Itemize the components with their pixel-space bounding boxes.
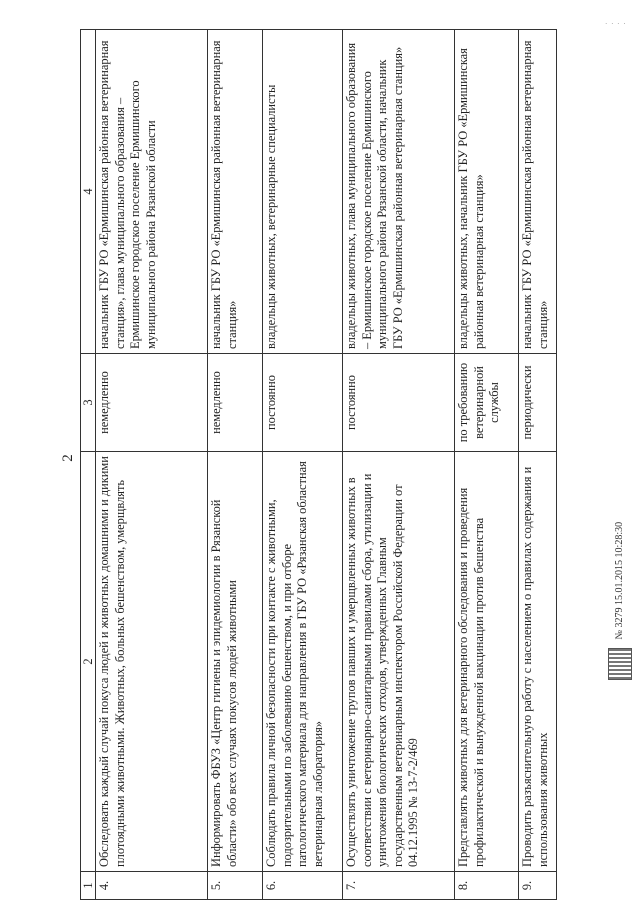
table-row xyxy=(343,30,455,900)
column-header-4: 4 xyxy=(81,30,96,354)
table-header-row xyxy=(81,30,96,900)
row-responsible: начальник ГБУ РО «Ермишинская районная ветеринарная станция» xyxy=(519,30,557,354)
row-number: 6. xyxy=(263,872,343,900)
row-responsible: владельцы животных, начальник ГБУ РО «Ермишинская районная ветеринарная станция» xyxy=(455,30,519,354)
row-number: 5. xyxy=(208,872,263,900)
page-number: 2 xyxy=(60,454,76,462)
column-header-2: 2 xyxy=(81,452,96,872)
row-number: 4. xyxy=(96,872,208,900)
row-action: Обследовать каждый случай покуса людей и животных домашними и дикими плотоядными животными. Животных, больных бешенством, умерщвлять xyxy=(96,452,208,872)
row-responsible: начальник ГБУ РО «Ермишинская районная ветеринарная станция» xyxy=(208,30,263,354)
measures-table xyxy=(80,29,557,900)
rotated-page xyxy=(80,30,575,900)
row-action: Представлять животных для ветеринарного обследования и проведения профилактической и вынужденной вакцинации против бешенства xyxy=(455,452,519,872)
row-term: немедленно xyxy=(96,354,208,452)
corner-mark: · · · · xyxy=(605,20,627,28)
column-header-1: 1 xyxy=(81,872,96,900)
row-term: немедленно xyxy=(208,354,263,452)
table-row xyxy=(263,30,343,900)
row-number: 8. xyxy=(455,872,519,900)
row-action: Соблюдать правила личной безопасности при контакте с животными, подозрительными по заболеванию бешенством, и при отборе патологического материала для направления в ГБУ РО «Рязанская областная ветеринарная лаборатория» xyxy=(263,452,343,872)
document-footer xyxy=(608,480,636,680)
table-row xyxy=(455,30,519,900)
row-number: 9. xyxy=(519,872,557,900)
table-row xyxy=(519,30,557,900)
row-responsible: начальник ГБУ РО «Ермишинская районная ветеринарная станция», глава муниципального образования – Ермишинское городское поселение Ермишинского муниципального района Рязанской области xyxy=(96,30,208,354)
row-term: периодически xyxy=(519,354,557,452)
table-row xyxy=(208,30,263,900)
row-action: Проводить разъяснительную работу с населением о правилах содержания и использования животных xyxy=(519,452,557,872)
row-term: постоянно xyxy=(263,354,343,452)
row-action: Информировать ФБУЗ «Центр гигиены и эпидемиологии в Рязанской области» обо всех случаях покусов людей животными xyxy=(208,452,263,872)
row-term: по требованию ветеринарной службы xyxy=(455,354,519,452)
row-term: постоянно xyxy=(343,354,455,452)
row-number: 7. xyxy=(343,872,455,900)
row-responsible: владельцы животных, глава муниципального образования – Ермишинское городское поселение Ермишинского муниципального района Рязанской области, начальник ГБУ РО «Ермишинская районная ветеринарная станция» xyxy=(343,30,455,354)
column-header-3: 3 xyxy=(81,354,96,452)
row-responsible: владельцы животных, ветеринарные специалисты xyxy=(263,30,343,354)
row-action: Осуществлять уничтожение трупов павших и умерщвленных животных в соответствии с ветеринарно-санитарными правилами сбора, утилизации и уничтожения биологических отходов, утвержденных Главным государственным ветеринарным инспектором Российской Федерации от 04.12.1995 № 13-7-2/469 xyxy=(343,452,455,872)
table-row xyxy=(96,30,208,900)
barcode-stamp-icon xyxy=(608,648,632,680)
document-registration-id: № 3279 15.01.2015 10:28:30 xyxy=(614,521,625,640)
